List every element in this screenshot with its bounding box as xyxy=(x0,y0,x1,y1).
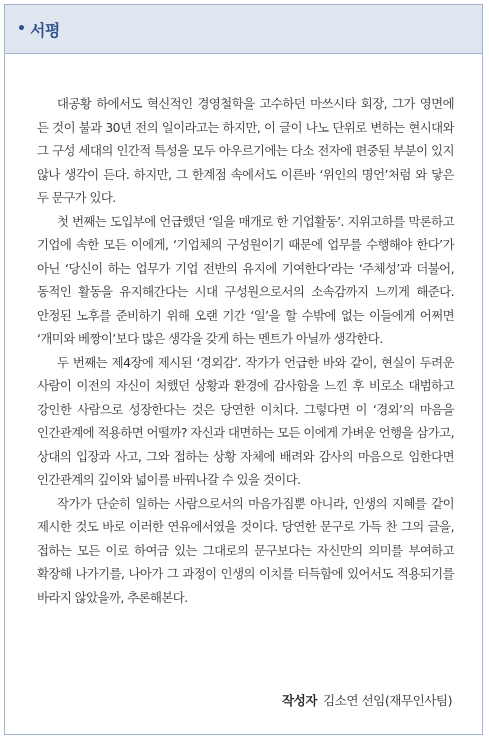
section-title: 서평 xyxy=(29,20,60,40)
review-panel xyxy=(4,4,483,735)
bullet-icon: • xyxy=(17,21,26,37)
review-paragraph-3: 두 번째는 제4장에 제시된 ‘경외감’. 작가가 언급한 바와 같이, 현실이 두려운 사람이 이전의 자신이 처했던 상황과 환경에 감사함을 느낀 후 비로소 대범하고 강인한 사람으로 성장한다는 것은 당연한 이치다. 그렇다면 이 ‘경외’의 마음을 인간관계에 적용하면 어떨까? 자신과 대면하는 모든 이에게 가벼운 언행을 삼가고, 상대의 입장과 사고, 그와 접하는 상황 자체에 배려와 감사의 마음으로 임한다면 인간관계의 깊이와 넓이를 바꿔나갈 수 있을 것이다. xyxy=(37,354,454,487)
author-name: 김소연 선임(재무인사팀) xyxy=(323,693,452,708)
review-paragraph-1: 대공황 하에서도 혁신적인 경영철학을 고수하던 마쓰시타 회장, 그가 영면에 든 것이 불과 30년 전의 일이라고는 하지만, 이 글이 나노 단위로 변하는 현시대와 그 구성 세대의 인간적 특성을 모두 아우르기에는 다소 전자에 편중된 부분이 있지 않나 생각이 든다. 하지만, 그 한계점 속에서도 이른바 ‘위인의 명언’처럼 와 닿은 두 문구가 있다. xyxy=(37,96,454,205)
author-label: 작성자 xyxy=(282,693,317,708)
review-paragraph-4: 작가가 단순히 일하는 사람으로서의 마음가짐뿐 아니라, 인생의 지혜를 같이 제시한 것도 바로 이러한 연유에서였을 것이다. 당연한 문구로 가득 찬 그의 글을, 접하는 모든 이로 하여금 있는 그대로의 문구보다는 자신만의 의미를 부여하고 확장해 나가기를, 나아가 그 과정이 인생의 이치를 터득함에 있어서도 적용되기를 바라지 않았을까, 추론해본다. xyxy=(37,495,454,605)
author-line xyxy=(282,690,452,709)
review-paragraph-2: 첫 번째는 도입부에 언급했던 ‘일을 매개로 한 기업활동’. 지위고하를 막론하고 기업에 속한 모든 이에게, ‘기업체의 구성원이기 때문에 업무를 수행해야 한다’가 아닌 ‘당신이 하는 업무가 기업 전반의 유지에 기여한다’라는 ‘주체성’과 더불어, 동적인 활동을 유지해간다는 시대 구성원으로서의 소속감까지 느끼게 해준다. 안정된 노후를 준비하기 위해 오랜 기간 ‘일’을 할 수밖에 없는 이들에게 어쩌면 ‘개미와 베짱이’보다 많은 생각을 갖게 하는 멘트가 아닐까 생각한다. xyxy=(37,213,454,346)
section-header xyxy=(5,5,482,54)
review-body xyxy=(5,54,482,609)
